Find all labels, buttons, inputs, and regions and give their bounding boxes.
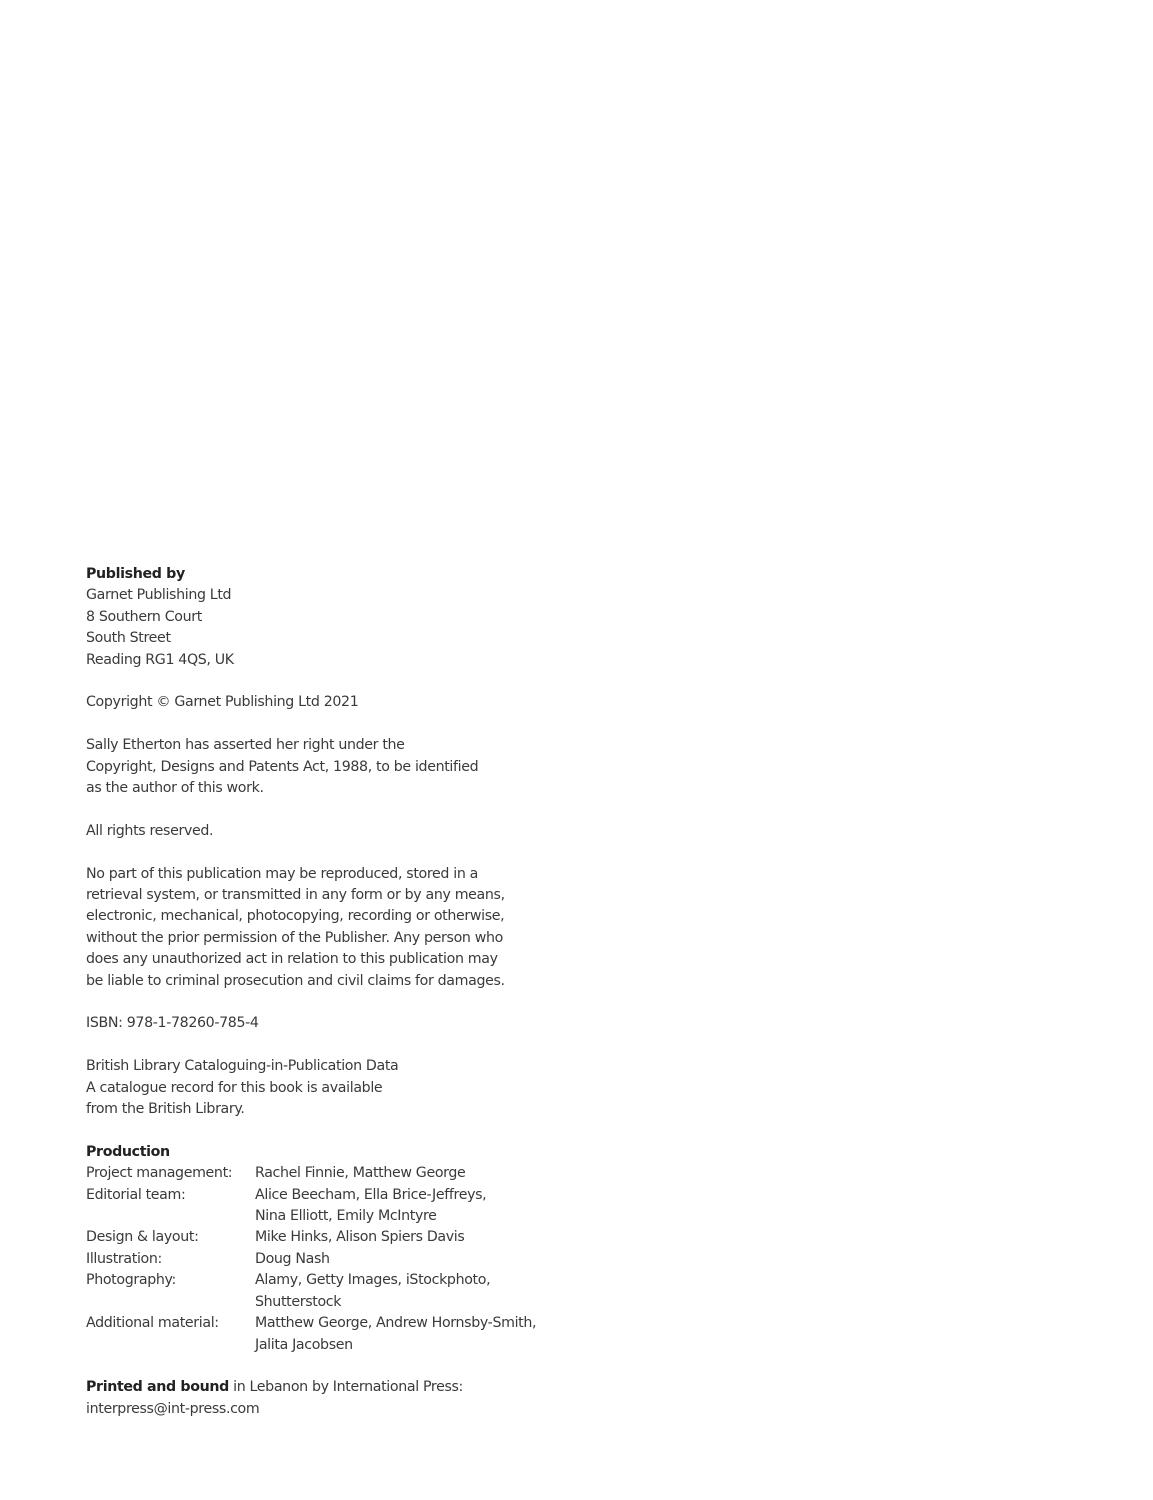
spacer [86,1035,606,1056]
credit-role: Editorial team: [86,1186,186,1203]
spacer [86,842,606,863]
credit-role: Project management: [86,1165,233,1182]
author-rights-line: as the author of this work. [86,780,264,797]
credit-row-photography-cont [86,1292,606,1313]
credit-names: Shutterstock [255,1293,342,1310]
production-credits [86,1163,606,1356]
credit-names: Matthew George, Andrew Hornsby-Smith, [255,1315,537,1332]
cataloguing-line: British Library Cataloguing-in-Publication Data [86,1058,399,1075]
cataloguing-line: A catalogue record for this book is available [86,1079,383,1096]
notice-line: retrieval system, or transmitted in any form or by any means, [86,887,505,904]
rights-reserved: All rights reserved. [86,822,214,839]
notice-line: electronic, mechanical, photocopying, recording or otherwise, [86,908,505,925]
published-by-heading: Published by [86,566,185,582]
credit-names: Jalita Jacobsen [255,1336,353,1353]
credit-row-design-layout [86,1227,606,1248]
credit-row-additional-material-cont [86,1335,606,1356]
notice-line: without the prior permission of the Publisher. Any person who [86,929,503,946]
credit-role-empty [86,1292,255,1313]
spacer [86,671,606,692]
credit-row-editorial-team-cont [86,1206,606,1227]
printer-line [86,1377,606,1398]
credit-row-additional-material [86,1313,606,1334]
credit-names: Rachel Finnie, Matthew George [255,1165,466,1182]
credit-role: Photography: [86,1272,176,1289]
cataloguing-line: from the British Library. [86,1101,245,1118]
isbn: ISBN: 978-1-78260-785-4 [86,1015,259,1032]
credit-role: Illustration: [86,1250,162,1267]
author-rights-line: Sally Etherton has asserted her right under the [86,737,405,754]
credit-role-empty [86,1206,255,1227]
credit-role-empty [86,1335,255,1356]
imprint-page [86,564,606,1420]
publisher-address-line: 8 Southern Court [86,608,202,625]
copyright-line: Copyright © Garnet Publishing Ltd 2021 [86,694,359,711]
credit-row-project-management [86,1163,606,1184]
notice-line: be liable to criminal prosecution and civil claims for damages. [86,972,505,989]
spacer [86,992,606,1013]
spacer [86,1120,606,1141]
credit-names: Nina Elliott, Emily McIntyre [255,1208,437,1225]
printer-label: Printed and bound [86,1379,229,1396]
spacer [86,1356,606,1377]
printer-text: in Lebanon by International Press: [228,1379,463,1396]
credit-role: Design & layout: [86,1229,199,1246]
credit-row-illustration [86,1249,606,1270]
spacer [86,714,606,735]
credit-names: Alice Beecham, Ella Brice-Jeffreys, [255,1186,487,1203]
spacer [86,799,606,820]
production-heading: Production [86,1143,170,1160]
credit-row-editorial-team [86,1185,606,1206]
author-rights-line: Copyright, Designs and Patents Act, 1988, to be identified [86,758,479,775]
printer-email: interpress@int-press.com [86,1400,260,1417]
publisher-name: Garnet Publishing Ltd [86,587,232,604]
credit-names: Doug Nash [255,1250,330,1267]
publisher-address-line: Reading RG1 4QS, UK [86,651,234,668]
notice-line: No part of this publication may be reproduced, stored in a [86,865,478,882]
notice-line: does any unauthorized act in relation to this publication may [86,951,498,968]
credit-row-photography [86,1270,606,1291]
credit-names: Alamy, Getty Images, iStockphoto, [255,1272,491,1289]
credit-names: Mike Hinks, Alison Spiers Davis [255,1229,465,1246]
publisher-address-line: South Street [86,630,171,647]
credit-role: Additional material: [86,1315,219,1332]
